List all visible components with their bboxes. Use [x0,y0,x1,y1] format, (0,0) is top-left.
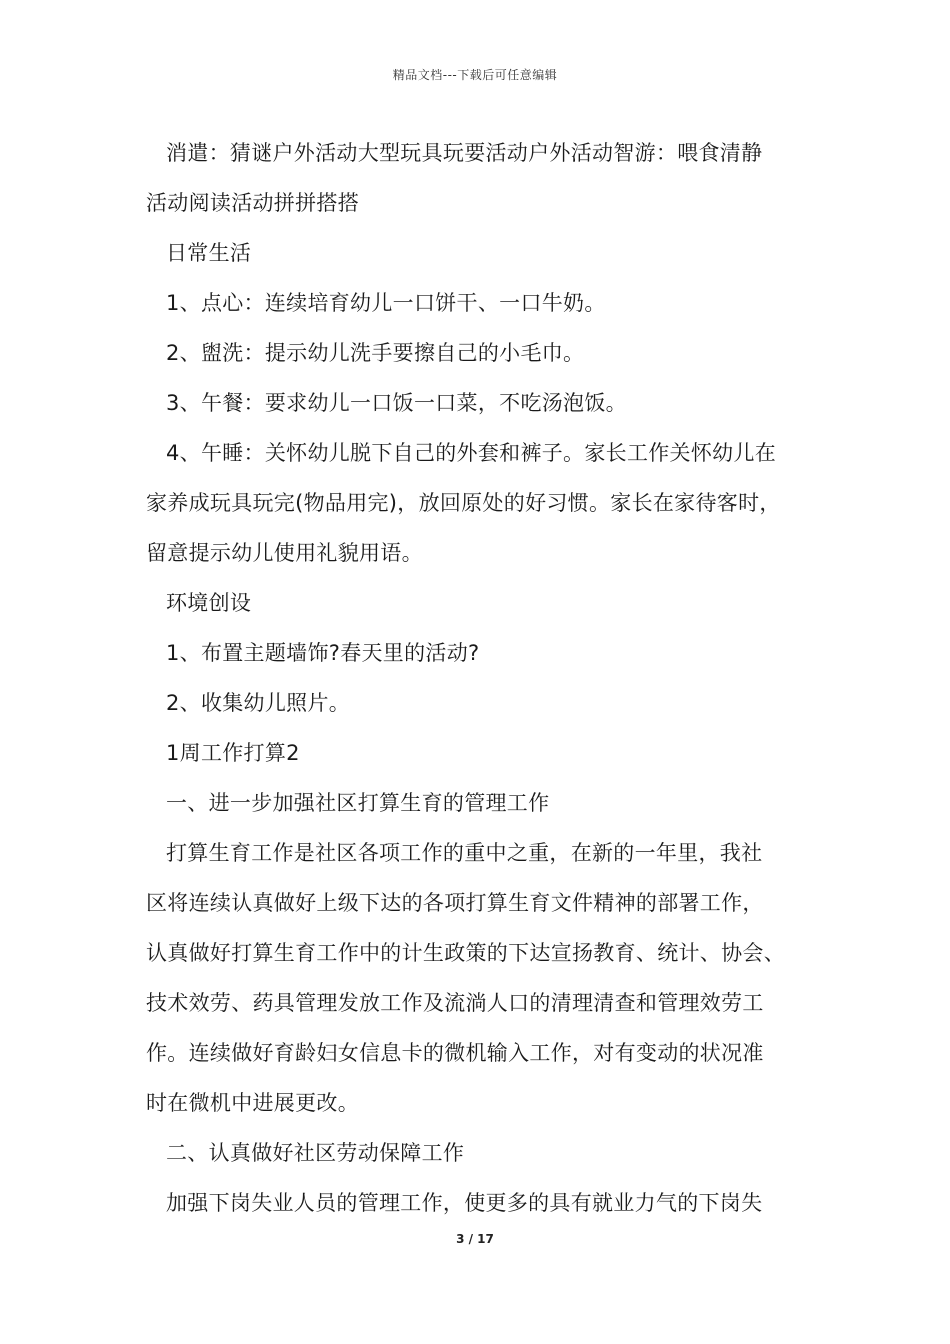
text-line: 环境创设 [166,591,252,615]
text-line: 打算生育工作是社区各项工作的重中之重，在新的一年里，我社 [166,841,763,865]
page-header: 精品文档---下载后可任意编辑 [392,68,558,82]
text-line: 家养成玩具玩完(物品用完)，放回原处的好习惯。家长在家待客时， [146,491,781,515]
text-line: 区将连续认真做好上级下达的各项打算生育文件精神的部署工作， [146,891,764,915]
text-line: 2、收集幼儿照片。 [166,691,351,715]
text-line: 技术效劳、药具管理发放工作及流淌人口的清理清查和管理效劳工 [146,991,764,1015]
text-line: 留意提示幼儿使用礼貌用语。 [146,541,423,565]
text-line: 消遣：猜谜户外活动大型玩具玩要活动户外活动智游：喂食清静 [166,141,763,165]
text-line: 认真做好打算生育工作中的计生政策的下达宣扬教育、统计、协会、 [146,941,785,965]
text-line: 4、午睡：关怀幼儿脱下自己的外套和裤子。家长工作关怀幼儿在 [166,441,777,465]
text-line: 二、认真做好社区劳动保障工作 [166,1141,465,1165]
text-line: 1、布置主题墙饰?春天里的活动? [166,641,480,665]
text-line: 1周工作打算2 [166,741,300,765]
text-line: 日常生活 [166,241,252,265]
text-line: 时在微机中进展更改。 [146,1091,359,1115]
text-line: 3、午餐：要求幼儿一口饭一口菜，不吃汤泡饭。 [166,391,627,415]
text-line: 一、进一步加强社区打算生育的管理工作 [166,791,550,815]
text-line: 1、点心：连续培育幼儿一口饼干、一口牛奶。 [166,291,606,315]
page-number: 3 / 17 [456,1232,494,1246]
document-body [146,128,826,1228]
text-line: 作。连续做好育龄妇女信息卡的微机输入工作，对有变动的状况准 [146,1041,764,1065]
text-line: 活动阅读活动拼拼搭搭 [146,191,359,215]
text-line: 2、盥洗：提示幼儿洗手要擦自己的小毛巾。 [166,341,585,365]
text-line: 加强下岗失业人员的管理工作，使更多的具有就业力气的下岗失 [166,1191,763,1215]
